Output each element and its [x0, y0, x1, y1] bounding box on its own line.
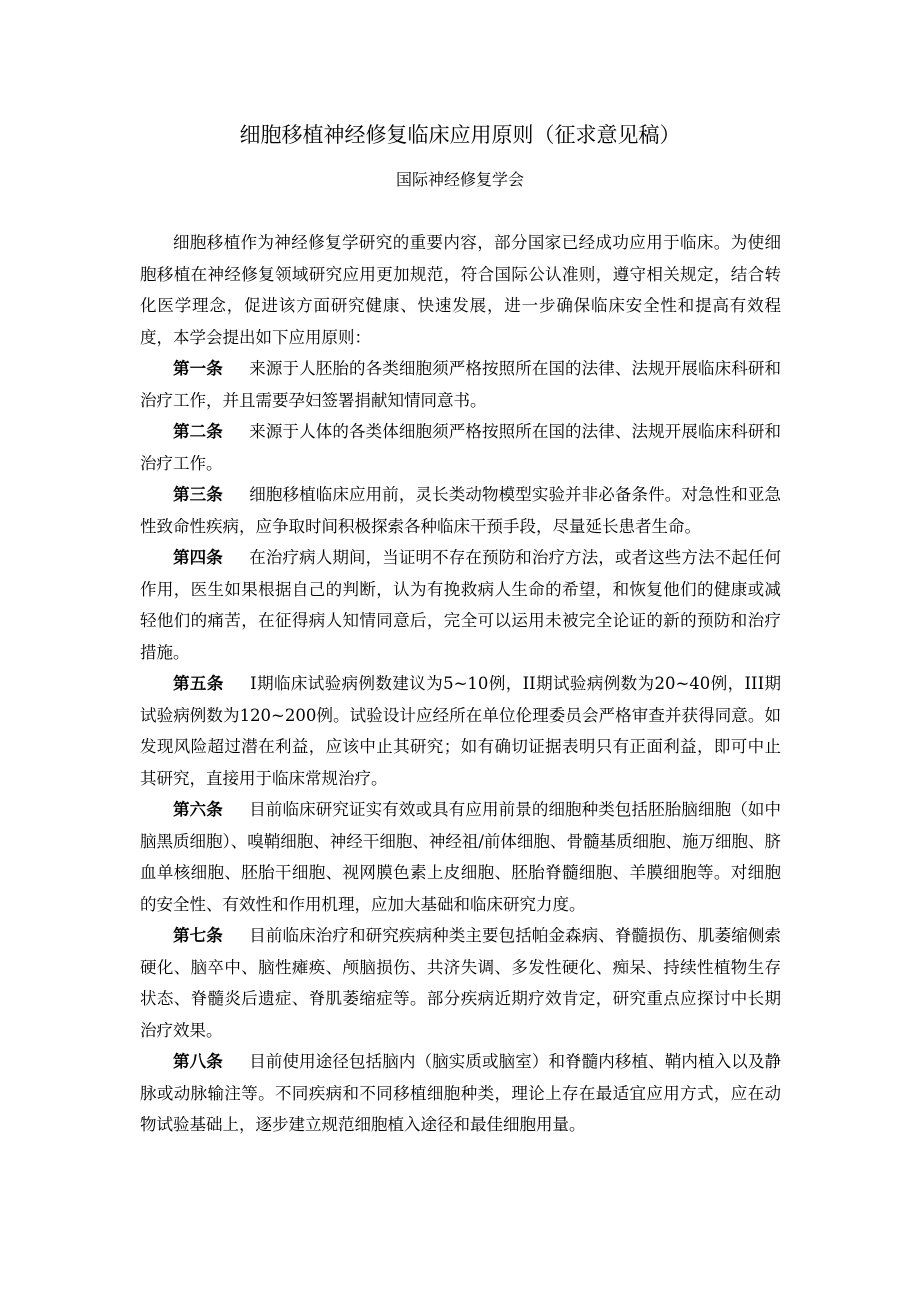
article-2-text: 来源于人体的各类体细胞须严格按照所在国的法律、法规开展临床科研和治疗工作。 [140, 422, 782, 473]
document-organization: 国际神经修复学会 [395, 170, 524, 189]
article-5-label: 第五条 [173, 674, 224, 693]
article-6-text: 目前临床研究证实有效或具有应用前景的细胞种类包括胚胎脑细胞（如中脑黑质细胞）、嗅鞘细胞、神经干细胞、神经祖/前体细胞、骨髓基质细胞、施万细胞、脐血单核细胞、胚胎干细胞、视网膜色素上皮细胞、胚胎脊髓细胞、羊膜细胞等。对细胞的安全性、有效性和作用机理，应加大基础和临床研究力度。 [140, 800, 782, 914]
document-body [140, 227, 781, 1141]
article-4 [140, 542, 781, 668]
article-8-label: 第八条 [173, 1052, 223, 1071]
article-7 [140, 920, 781, 1046]
article-2-label: 第二条 [173, 422, 223, 441]
article-3 [140, 479, 781, 542]
article-5 [140, 668, 781, 794]
article-4-text: 在治疗病人期间，当证明不存在预防和治疗方法，或者这些方法不起任何作用，医生如果根据自己的判断，认为有挽救病人生命的希望，和恢复他们的健康或减轻他们的痛苦，在征得病人知情同意后，完全可以运用未被完全论证的新的预防和治疗措施。 [140, 548, 782, 662]
article-3-text: 细胞移植临床应用前，灵长类动物模型实验并非必备条件。对急性和亚急性致命性疾病，应争取时间积极探索各种临床干预手段，尽量延长患者生命。 [140, 485, 782, 536]
article-7-text: 目前临床治疗和研究疾病种类主要包括帕金森病、脊髓损伤、肌萎缩侧索硬化、脑卒中、脑性瘫痪、颅脑损伤、共济失调、多发性硬化、痴呆、持续性植物生存状态、脊髓炎后遗症、脊肌萎缩症等。部分疾病近期疗效肯定，研究重点应探讨中长期治疗效果。 [140, 926, 782, 1040]
article-6 [140, 794, 781, 920]
article-1 [140, 353, 781, 416]
article-2 [140, 416, 781, 479]
article-4-label: 第四条 [173, 548, 223, 567]
article-6-label: 第六条 [173, 800, 223, 819]
article-7-label: 第七条 [173, 926, 223, 945]
article-1-text: 来源于人胚胎的各类细胞须严格按照所在国的法律、法规开展临床科研和治疗工作，并且需要孕妇签署捐献知情同意书。 [140, 359, 782, 410]
article-3-label: 第三条 [173, 485, 223, 504]
article-8-text: 目前使用途径包括脑内（脑实质或脑室）和脊髓内移植、鞘内植入以及静脉或动脉输注等。不同疾病和不同移植细胞种类，理论上存在最适宜应用方式，应在动物试验基础上，逐步建立规范细胞植入途径和最佳细胞用量。 [140, 1052, 782, 1134]
intro-paragraph: 细胞移植作为神经修复学研究的重要内容，部分国家已经成功应用于临床。为使细胞移植在神经修复领域研究应用更加规范，符合国际公认准则，遵守相关规定，结合转化医学理念，促进该方面研究健康、快速发展，进一步确保临床安全性和提高有效程度，本学会提出如下应用原则： [140, 233, 781, 347]
article-1-label: 第一条 [173, 359, 223, 378]
article-5-text: I期临床试验病例数建议为5~10例，II期试验病例数为20~40例，III期试验病例数为120~200例。试验设计应经所在单位伦理委员会严格审查并获得同意。如发现风险超过潜在利益，应该中止其研究；如有确切证据表明只有正面利益，即可中止其研究，直接用于临床常规治疗。 [140, 674, 782, 788]
document-title: 细胞移植神经修复临床应用原则（征求意见稿） [239, 123, 681, 147]
article-8 [140, 1046, 781, 1141]
